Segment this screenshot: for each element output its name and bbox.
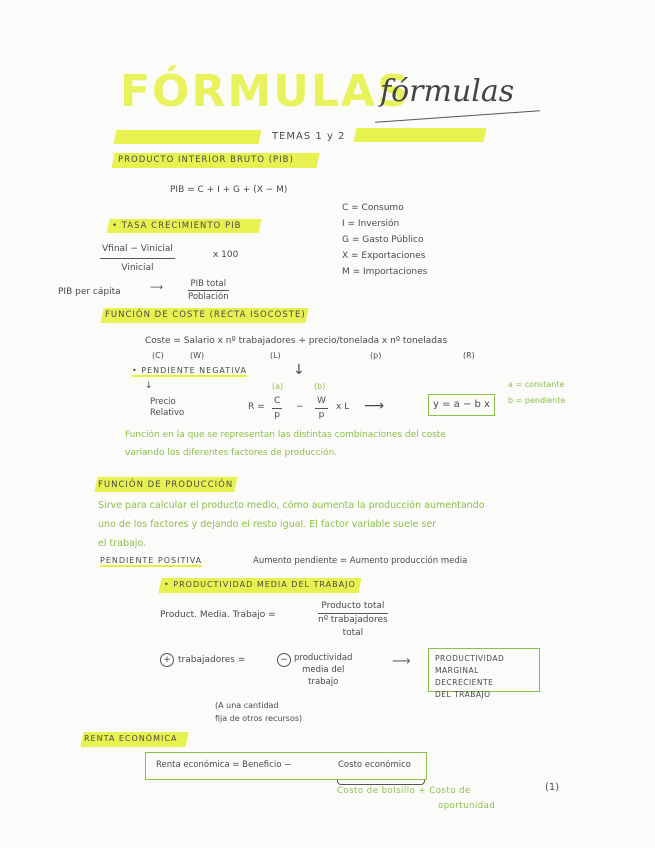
- costo-sub: Costo de bolsillo + Costo de: [337, 786, 471, 796]
- coste-heading: FUNCIÓN DE COSTE (RECTA ISOCOSTE): [105, 310, 306, 320]
- numerator: W: [315, 395, 328, 409]
- arrow-icon: ⟶: [392, 654, 411, 669]
- b-definition: b = pendiente: [508, 396, 566, 405]
- productividad-box: [428, 648, 540, 699]
- coste-note: variando los diferentes factores de producción.: [125, 448, 338, 458]
- w-over-p: [315, 395, 328, 422]
- pib-formula: PIB = C + I + G + (X − M): [170, 185, 288, 195]
- line: PRODUCTIVIDAD: [435, 654, 505, 663]
- denominator: p: [318, 410, 325, 420]
- arrow-icon: ⟶: [150, 283, 163, 293]
- denominator: nº trabajadores: [318, 615, 388, 625]
- denominator: p: [274, 410, 280, 420]
- boxed-text: y = a − b x: [433, 399, 490, 410]
- brace: [337, 780, 425, 785]
- precio-relativo: [150, 397, 184, 419]
- symbol: (L): [270, 351, 281, 360]
- denominator: Vinicial: [121, 263, 154, 273]
- legend-item: C = Consumo: [342, 203, 404, 213]
- pmt-fraction: [318, 600, 388, 640]
- pmt-heading: • PRODUCTIVIDAD MEDIA DEL TRABAJO: [164, 580, 356, 589]
- coste-note: Función en la que se representan las distintas combinaciones del coste: [125, 430, 446, 440]
- renta-formula: Renta económica = Beneficio −: [156, 760, 292, 770]
- minus: −: [296, 402, 304, 412]
- times-100: x 100: [213, 250, 239, 260]
- symbol: (p): [370, 351, 382, 360]
- legend-item: I = Inversión: [342, 219, 400, 229]
- b-label: (b): [314, 382, 326, 391]
- para-line: el trabajo.: [98, 538, 147, 549]
- renta-box: [145, 752, 427, 780]
- legend-item: G = Gasto Público: [342, 235, 424, 245]
- trabajadores-text: trabajadores =: [178, 655, 246, 665]
- line: fija de otros recursos): [215, 714, 303, 723]
- highlight-bar: [114, 130, 262, 144]
- denominator: total: [342, 628, 364, 638]
- line: MARGINAL DECRECIENTE: [435, 666, 494, 687]
- arrow-down-icon: ↓: [293, 362, 305, 378]
- subtitle: TEMAS 1 y 2: [272, 131, 346, 142]
- line: trabajo: [308, 677, 339, 687]
- recursos-note: [215, 699, 302, 725]
- line: productividad: [294, 653, 353, 663]
- aumento-text: Aumento pendiente = Aumento producción media: [253, 556, 468, 566]
- precio-label: Precio: [150, 397, 176, 407]
- numerator: C: [272, 395, 282, 409]
- minus-circle-icon: −: [277, 653, 291, 667]
- numerator: PIB total: [188, 278, 229, 291]
- title-big: FÓRMULAS: [120, 66, 411, 117]
- costo-sub: oportunidad: [438, 801, 496, 811]
- numerator: Vfinal − Vinicial: [100, 240, 175, 259]
- per-capita-label: PIB per cápita: [58, 287, 121, 297]
- relativo-label: Relativo: [150, 408, 185, 418]
- c-over-p: [272, 395, 282, 422]
- renta-heading: RENTA ECONÓMICA: [84, 734, 178, 743]
- line: media del: [302, 665, 345, 675]
- legend-item: X = Exportaciones: [342, 251, 426, 261]
- title-script: fórmulas: [380, 74, 515, 109]
- produccion-para: [98, 496, 485, 553]
- a-definition: a = constante: [508, 380, 565, 389]
- symbol: (R): [463, 351, 475, 360]
- costo-economico: Costo económico: [338, 760, 412, 770]
- times-l: x L: [336, 402, 350, 412]
- pmt-lhs: Product. Media. Trabajo =: [160, 610, 276, 620]
- boxed-formula: [428, 394, 495, 416]
- tasa-fraction: [100, 240, 175, 277]
- plus-circle-icon: +: [160, 653, 174, 667]
- per-capita-fraction: [188, 278, 229, 303]
- pib-legend: [342, 200, 427, 280]
- highlight-bar: [354, 128, 487, 142]
- pendiente-positiva: PENDIENTE POSITIVA: [100, 556, 203, 565]
- productividad-text: [294, 652, 352, 688]
- pib-heading: PRODUCTO INTERIOR BRUTO (PIB): [118, 155, 294, 165]
- symbol: (W): [190, 351, 205, 360]
- tasa-heading: • TASA CRECIMIENTO PIB: [112, 221, 242, 231]
- r-symbol: R =: [248, 402, 265, 412]
- arrow-icon: ⟶: [364, 398, 385, 414]
- pendiente-negativa: • PENDIENTE NEGATIVA: [132, 366, 247, 375]
- line: DEL TRABAJO: [435, 690, 491, 699]
- arrow-down-icon: ↓: [145, 381, 153, 391]
- symbol: (C): [152, 351, 164, 360]
- coste-formula: Coste = Salario x nº trabajadores + precio/tonelada x nº toneladas: [145, 336, 448, 346]
- legend-item: M = Importaciones: [342, 267, 428, 277]
- produccion-heading: FUNCIÓN DE PRODUCCIÓN: [98, 480, 234, 490]
- a-label: (a): [272, 382, 284, 391]
- page-number: (1): [545, 782, 560, 793]
- denominator: Población: [188, 292, 229, 302]
- line: (A una cantidad: [215, 701, 279, 710]
- para-line: Sirve para calcular el producto medio, cómo aumenta la producción aumentando: [98, 500, 485, 511]
- numerator: Producto total: [318, 600, 388, 614]
- para-line: uno de los factores y dejando el resto igual. El factor variable suele ser: [98, 519, 437, 530]
